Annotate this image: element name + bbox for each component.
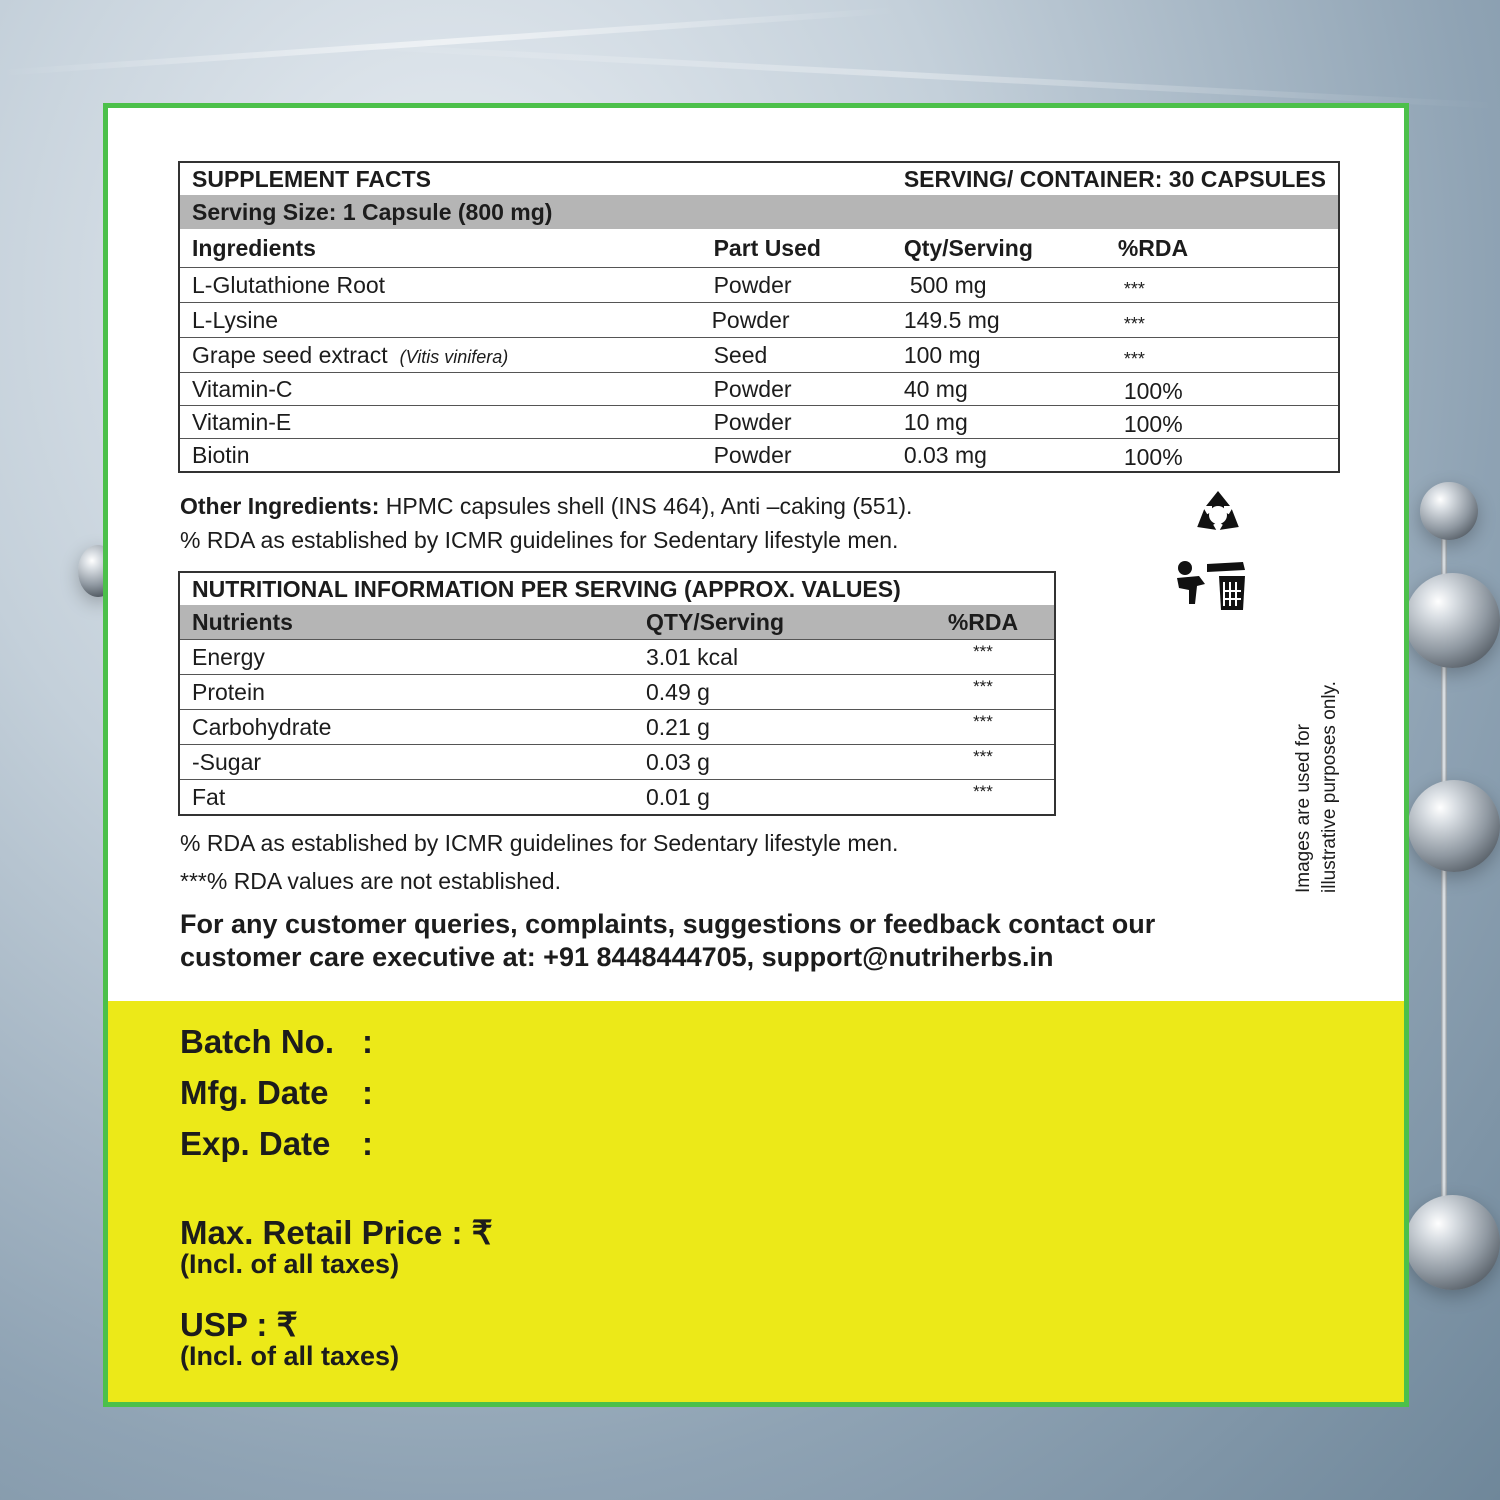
- rda-value: 100%: [1106, 406, 1339, 439]
- usp-block: [180, 1308, 399, 1370]
- table-row: [179, 373, 1339, 406]
- ingredient-name: L-Glutathione Root: [179, 268, 702, 303]
- contact-line: For any customer queries, complaints, suggestions or feedback contact our: [180, 909, 1156, 939]
- rda-value: ***: [912, 710, 1055, 745]
- column-header: Nutrients: [179, 605, 634, 640]
- nutrient-name: -Sugar: [179, 745, 634, 780]
- column-header: Qty/Serving: [903, 234, 1033, 261]
- other-ingredients: [180, 493, 912, 520]
- background-light-streak: [300, 40, 1499, 109]
- customer-care-contact: [180, 908, 1230, 974]
- qty-per-serving: 40 mg: [892, 373, 1106, 406]
- molecule-sphere: [1405, 1195, 1500, 1290]
- field-colon: :: [362, 1074, 373, 1111]
- nutrient-qty: 0.49 g: [634, 675, 912, 710]
- usp-label: USP : ₹: [180, 1306, 298, 1343]
- part-used: Powder: [702, 406, 892, 439]
- disclaimer-line: illustrative purposes only.: [1319, 681, 1340, 893]
- serving-size: Serving Size: 1 Capsule (800 mg): [179, 195, 1339, 229]
- column-header: %RDA: [1117, 234, 1189, 261]
- rda-note: % RDA as established by ICMR guidelines for Sedentary lifestyle men.: [180, 527, 899, 553]
- table-row: [179, 338, 1339, 373]
- table-row: [179, 303, 1339, 338]
- ingredient-botanical-name: (Vitis vinifera): [399, 346, 509, 367]
- servings-per-container: SERVING/ CONTAINER: 30 CAPSULES: [903, 165, 1326, 192]
- nutrition-title: NUTRITIONAL INFORMATION PER SERVING (APPROX. VALUES): [192, 575, 901, 602]
- part-used: Powder: [702, 303, 892, 338]
- usp-tax-note: (Incl. of all taxes): [180, 1341, 400, 1371]
- nutrient-qty: 3.01 kcal: [634, 640, 912, 675]
- ingredient-name: Vitamin-E: [179, 406, 702, 439]
- table-header: [179, 605, 1055, 640]
- batch-number-field: [180, 1023, 373, 1061]
- rda-value: 100%: [1106, 373, 1339, 406]
- mrp-tax-note: (Incl. of all taxes): [180, 1249, 400, 1279]
- field-colon: :: [362, 1023, 373, 1060]
- qty-per-serving: 500 mg: [892, 268, 1106, 303]
- ingredient-name: Grape seed extract: [192, 341, 388, 368]
- column-header: QTY/Serving: [634, 605, 912, 640]
- table-row: [179, 745, 1055, 780]
- rda-not-established-note: ***% RDA values are not established.: [180, 868, 561, 894]
- molecule-sphere: [1420, 482, 1478, 540]
- batch-number-label: Batch No.: [180, 1023, 335, 1060]
- disclaimer-line: Images are used for: [1293, 724, 1314, 893]
- nutrient-qty: 0.21 g: [634, 710, 912, 745]
- nutrient-name: Carbohydrate: [179, 710, 634, 745]
- part-used: Powder: [702, 439, 892, 473]
- rda-value: ***: [912, 640, 1055, 675]
- qty-per-serving: 10 mg: [892, 406, 1106, 439]
- nutrient-name: Fat: [179, 780, 634, 816]
- recycle-icon: [1191, 488, 1245, 542]
- part-used: Powder: [702, 373, 892, 406]
- mrp-label: Max. Retail Price : ₹: [180, 1214, 493, 1251]
- table-row: [179, 780, 1055, 816]
- column-header: %RDA: [912, 605, 1055, 640]
- exp-date-field: [180, 1125, 373, 1163]
- qty-per-serving: 149.5 mg: [892, 303, 1106, 338]
- rda-value: 100%: [1106, 439, 1339, 473]
- qty-per-serving: 0.03 mg: [892, 439, 1106, 473]
- rda-value: ***: [912, 675, 1055, 710]
- field-colon: :: [362, 1125, 373, 1162]
- mfg-date-label: Mfg. Date: [180, 1074, 329, 1111]
- part-used: Seed: [702, 338, 892, 373]
- supplement-facts-header: [179, 162, 1339, 195]
- supplement-facts-title: SUPPLEMENT FACTS: [192, 165, 431, 192]
- rda-value: ***: [1106, 338, 1339, 373]
- other-ingredients-text: HPMC capsules shell (INS 464), Anti –caking (551).: [379, 493, 913, 519]
- qty-per-serving: 100 mg: [892, 338, 1106, 373]
- column-header: Part Used: [713, 234, 821, 261]
- mrp-block: [180, 1216, 493, 1278]
- rda-value: ***: [1106, 268, 1339, 303]
- molecule-sphere: [1408, 780, 1500, 872]
- ingredient-name: Vitamin-C: [179, 373, 702, 406]
- nutrient-name: Energy: [179, 640, 634, 675]
- mfg-date-field: [180, 1074, 373, 1112]
- ingredient-name: Biotin: [179, 439, 702, 473]
- table-row: [179, 640, 1055, 675]
- ingredient-name: L-Lysine: [179, 303, 702, 338]
- table-row: [179, 439, 1339, 473]
- rda-value: ***: [1106, 303, 1339, 338]
- other-ingredients-label: Other Ingredients:: [180, 493, 380, 519]
- column-header: Ingredients: [192, 234, 316, 261]
- table-row: [179, 268, 1339, 303]
- molecule-sphere: [1405, 573, 1500, 668]
- nutrient-name: Protein: [179, 675, 634, 710]
- table-row: [179, 675, 1055, 710]
- illustrative-disclaimer: [1291, 623, 1351, 893]
- nutrition-table: [178, 571, 1056, 816]
- table-header: [179, 229, 1339, 268]
- nutrient-qty: 0.01 g: [634, 780, 912, 816]
- rda-footnote: % RDA as established by ICMR guidelines for Sedentary lifestyle men.: [180, 830, 899, 856]
- contact-line: customer care executive at: +91 8448444705, support@nutriherbs.in: [180, 942, 1054, 972]
- rda-value: ***: [912, 780, 1055, 816]
- nutrient-qty: 0.03 g: [634, 745, 912, 780]
- exp-date-label: Exp. Date: [180, 1125, 331, 1162]
- rda-value: ***: [912, 745, 1055, 780]
- ingredient-cell: [179, 338, 702, 373]
- supplement-facts-table: [178, 161, 1340, 473]
- part-used: Powder: [702, 268, 892, 303]
- table-row: [179, 406, 1339, 439]
- table-row: [179, 710, 1055, 745]
- label-card: [103, 103, 1409, 1407]
- dispose-in-bin-icon: [1173, 558, 1249, 612]
